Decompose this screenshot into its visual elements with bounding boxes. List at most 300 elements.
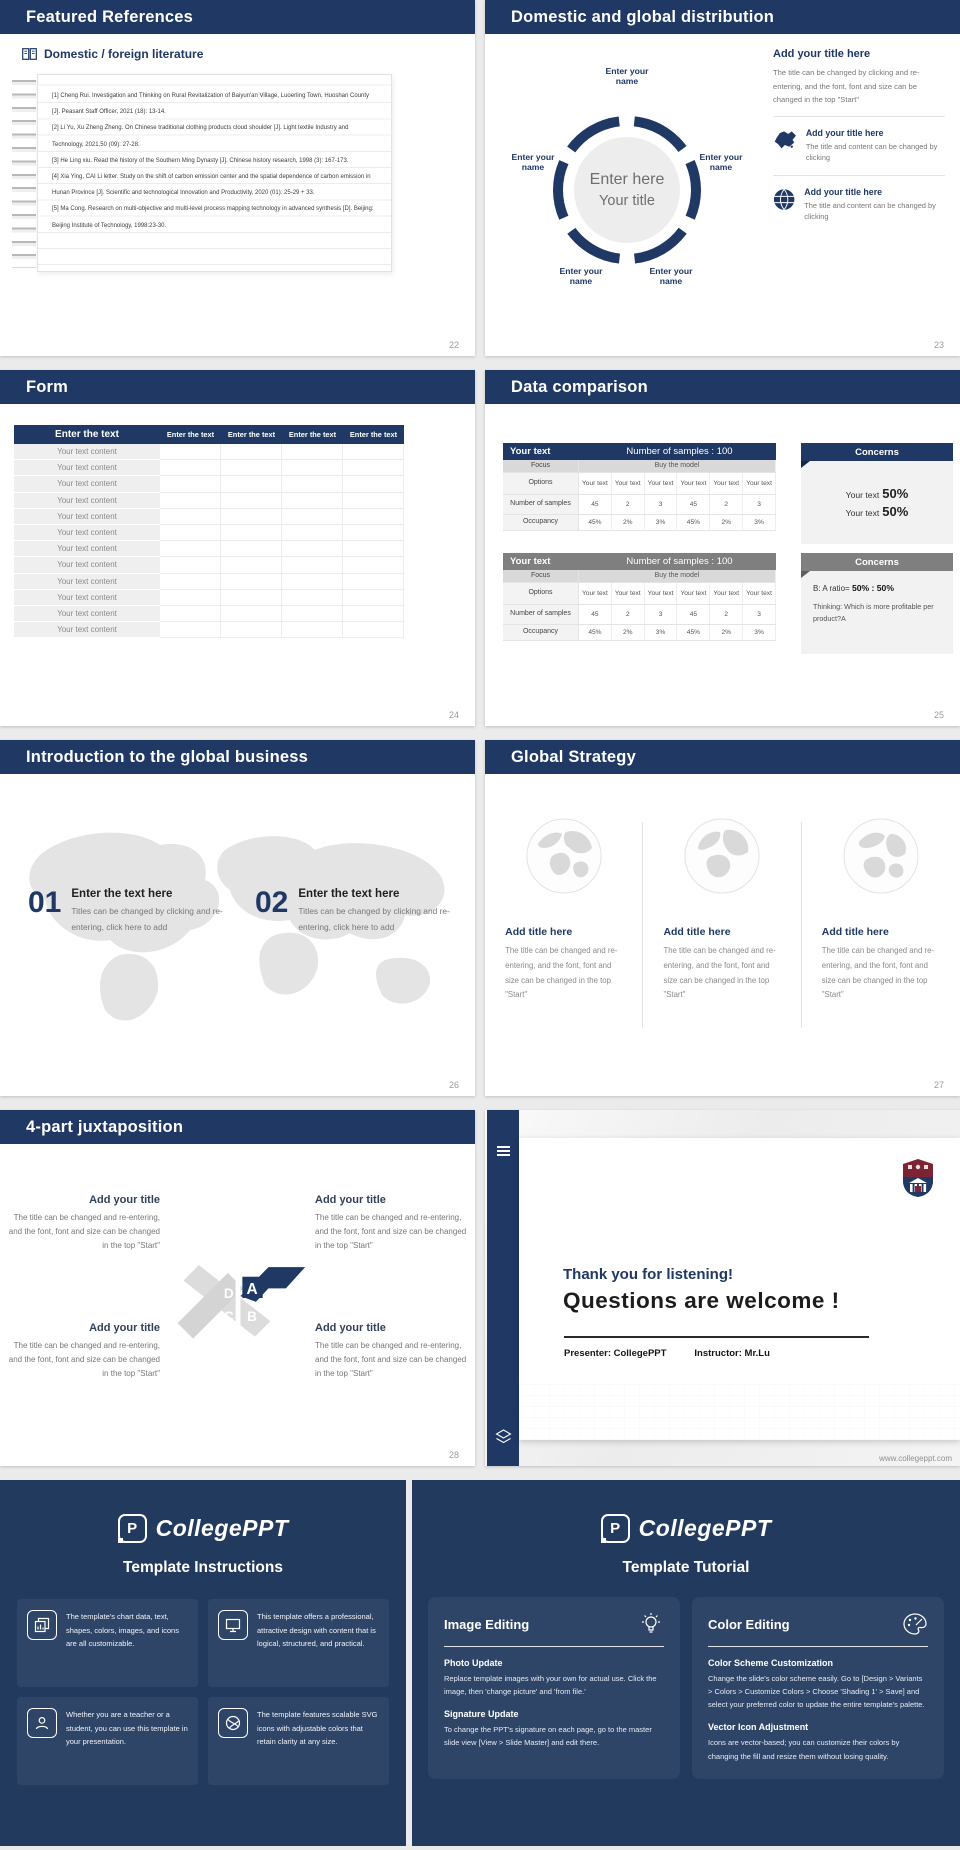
slide-header-bar	[0, 370, 475, 404]
concern-value: 50%	[882, 486, 909, 501]
form-header-cell: Enter the text	[288, 430, 337, 439]
table-row	[14, 444, 404, 460]
empty-cell	[343, 590, 404, 606]
empty-cell	[282, 590, 343, 606]
row-label: Your text content	[14, 622, 160, 638]
concerns-box-2	[801, 553, 953, 654]
cell: Your text	[612, 583, 645, 604]
empty-cell	[343, 444, 404, 460]
header-left: Your text	[510, 556, 551, 567]
data-table-1	[503, 443, 776, 531]
concerns-box-1	[801, 443, 953, 544]
form-header-cell: Enter the text	[55, 429, 119, 440]
row-label: Your text content	[14, 574, 160, 590]
strategy-column	[643, 774, 801, 1096]
card-header	[444, 1611, 664, 1637]
section-heading: Photo Update	[444, 1658, 503, 1668]
slide-22-featured-references[interactable]	[0, 0, 475, 356]
table-row	[14, 590, 404, 606]
item-title: Enter the text here	[71, 888, 173, 900]
center-line2: Your title	[599, 193, 655, 209]
cell: Your text	[579, 473, 612, 494]
strategy-column	[802, 774, 960, 1096]
reference-entry: [3] He Ling xiu. Read the history of the Southern Ming Dynasty [J]. Chinese history research, 1998 (3): 167-173.	[52, 157, 349, 164]
logo-p-icon: P	[118, 1514, 147, 1543]
item-number: 02	[255, 886, 289, 919]
page-number: 26	[448, 1080, 459, 1090]
reference-entry: [1] Cheng Rui. Investigation and Thinking on Rural Revitalization of Baiyun'an Village, Luoerling Town, Huoshan County [J]. Peasant Staff Officer, 2021 (18): 13-14.	[52, 93, 370, 116]
empty-cell	[160, 509, 221, 525]
cell: 45	[579, 605, 612, 624]
abcd-ribbon-graphic	[166, 1248, 311, 1348]
table-row	[14, 493, 404, 509]
table-row	[503, 473, 776, 495]
palette-icon	[902, 1611, 928, 1637]
cell: 45%	[579, 515, 612, 530]
slide-24-form[interactable]	[0, 370, 475, 726]
cell: Your text	[677, 583, 710, 604]
ratio-value: 50% : 50%	[851, 583, 894, 593]
numbered-item-1	[28, 888, 239, 935]
form-header-cell: Enter the text	[227, 430, 276, 439]
form-table-header	[14, 425, 404, 444]
reference-entry: [2] Li Yu, Xu Zheng Zheng. On Chinese traditional clothing products cloud shoulder [J]. Light textile Industry and Technology, 2021,50 (09): 27-28.	[52, 125, 349, 148]
section-heading: Color Scheme Customization	[708, 1658, 834, 1668]
empty-cell	[343, 493, 404, 509]
page-number: 27	[933, 1080, 944, 1090]
section-heading: Signature Update	[444, 1709, 519, 1720]
cell: 2	[612, 605, 645, 624]
instruction-item	[17, 1697, 198, 1785]
cell: 2%	[612, 625, 645, 640]
reference-entry: [5] Ma Cong. Research on multi-objective and multi-level process mapping technology in advanced synthesis [D]. Beijing: Beijing Institute of Technology, 1998:23-30.	[52, 206, 374, 229]
cell: 45%	[677, 625, 710, 640]
empty-cell	[221, 557, 282, 573]
numbered-item-2	[255, 888, 466, 935]
cell: 3	[645, 495, 678, 514]
item-title: Enter the text here	[298, 888, 400, 900]
empty-cell	[221, 606, 282, 622]
column-text	[822, 926, 940, 1003]
table-row	[14, 476, 404, 492]
letter-c: C	[223, 1309, 234, 1325]
empty-cell	[343, 476, 404, 492]
item-body: Titles can be changed by clicking and re-entering, click here to add	[298, 906, 450, 932]
form-table	[14, 425, 404, 638]
column-text	[663, 926, 781, 1003]
header-right: Number of samples : 100	[626, 446, 733, 457]
table-header	[503, 443, 776, 460]
literature-heading	[22, 47, 203, 61]
table-row	[503, 495, 776, 515]
column-body: The title can be changed and re-entering, and the font, font and size can be changed in the top "Start"	[821, 946, 934, 1000]
list-item	[773, 185, 945, 225]
tutorial-cards	[428, 1597, 944, 1779]
diagram-node-label: Enter your name	[559, 266, 603, 287]
cell: 3	[743, 495, 776, 514]
instruction-item	[17, 1599, 198, 1687]
table-row	[14, 460, 404, 476]
cell: 2%	[710, 515, 743, 530]
page-number: 23	[933, 340, 944, 350]
cell: 45	[677, 495, 710, 514]
table-row	[503, 605, 776, 625]
empty-cell	[282, 460, 343, 476]
cell: 3	[645, 605, 678, 624]
divider	[773, 116, 945, 117]
cell: 3%	[743, 515, 776, 530]
empty-cell	[282, 541, 343, 557]
section-body: Icons are vector-based; you can customize their colors by changing the fill and resize them without losing quality.	[708, 1738, 900, 1761]
empty-cell	[343, 509, 404, 525]
bulb-icon	[638, 1611, 664, 1637]
empty-cell	[282, 509, 343, 525]
row-label: Your text content	[14, 525, 160, 541]
slide-25-data-comparison[interactable]	[485, 370, 960, 726]
empty-cell	[343, 525, 404, 541]
empty-cell	[160, 444, 221, 460]
empty-cell	[160, 460, 221, 476]
divider	[708, 1646, 928, 1647]
thanks-line: Thank you for listening!	[563, 1266, 734, 1283]
cell: Your text	[677, 473, 710, 494]
empty-cell	[282, 574, 343, 590]
concern-line	[846, 504, 909, 519]
card-title: Color Editing	[708, 1616, 790, 1632]
block-title: Add your title	[89, 1194, 160, 1206]
empty-cell	[221, 509, 282, 525]
presenter-label: Presenter: CollegePPT	[564, 1348, 667, 1359]
empty-cell	[282, 476, 343, 492]
section-heading: Vector Icon Adjustment	[708, 1722, 809, 1733]
brand-name: CollegePPT	[155, 1515, 289, 1541]
slide-header-bar	[485, 0, 960, 34]
page-number: 25	[933, 710, 944, 720]
brand-logo	[0, 1480, 406, 1543]
strategy-column	[485, 774, 643, 1096]
row-label: Your text content	[14, 590, 160, 606]
block-body: The title can be changed and re-entering, and the font, font and size can be changed in the top "Start"	[8, 1341, 160, 1378]
instruction-text: This template offers a professional, attractive design with content that is logical, structured, and practical.	[257, 1612, 376, 1648]
concerns-body	[801, 461, 953, 544]
tutorial-card-image-editing	[428, 1597, 680, 1779]
page-number: 22	[448, 340, 459, 350]
row-label: Number of samples	[503, 495, 579, 514]
form-header-cell: Enter the text	[166, 430, 215, 439]
item-body: The title and content can be changed by clicking	[805, 141, 938, 163]
empty-cell	[282, 606, 343, 622]
menu-icon	[497, 1146, 510, 1159]
diagram-node-label: Enter your name	[605, 66, 649, 87]
row-label: Options	[503, 473, 579, 494]
column-title: Add title here	[505, 926, 573, 938]
card-title: Image Editing	[444, 1616, 530, 1632]
sidebar-strip	[487, 1110, 519, 1466]
empty-cell	[160, 574, 221, 590]
concern-value: 50%	[882, 504, 909, 519]
strategy-columns	[485, 774, 960, 1096]
table-header	[503, 553, 776, 570]
slide-header-bar	[0, 740, 475, 774]
empty-cell	[282, 622, 343, 638]
diagram-node-label: Enter your name	[511, 152, 555, 173]
data-table-2	[503, 553, 776, 641]
item-number: 01	[28, 886, 62, 919]
empty-cell	[343, 557, 404, 573]
chart-copy-icon	[27, 1610, 57, 1640]
column-title: Add title here	[663, 926, 731, 938]
table-row	[14, 525, 404, 541]
block-title: Add your title	[89, 1322, 160, 1334]
person-icon	[27, 1708, 57, 1738]
header-left: Your text	[510, 446, 551, 457]
panel-heading: Template Tutorial	[622, 1559, 750, 1576]
list-item	[773, 126, 945, 166]
text-block-top-right	[315, 1194, 467, 1253]
slide-title: Domestic and global distribution	[511, 7, 775, 26]
concerns-header: Concerns	[801, 553, 953, 571]
cell: 3	[743, 605, 776, 624]
section-body: The title can be changed by clicking and re-entering, and the font, font and size can be changed in the top "Start"	[773, 68, 920, 105]
table-row	[503, 570, 776, 583]
instruction-text: The template's chart data, text, shapes, colors, images, and icons are all customizable.	[66, 1612, 179, 1648]
cell: 2%	[612, 515, 645, 530]
table-row	[503, 583, 776, 605]
university-crest-icon	[902, 1158, 934, 1198]
template-tutorial-panel	[412, 1480, 960, 1846]
empty-cell	[160, 476, 221, 492]
concern-label: Your text	[845, 508, 880, 518]
text-block-top-left	[8, 1194, 160, 1253]
empty-cell	[160, 541, 221, 557]
cell: Your text	[612, 473, 645, 494]
letter-a: A	[246, 1281, 258, 1299]
slide-27-global-strategy[interactable]	[485, 740, 960, 1096]
table-row	[14, 509, 404, 525]
right-text-column	[773, 48, 945, 225]
cell: Your text	[743, 583, 776, 604]
letter-d: D	[223, 1286, 234, 1301]
row-label: Your text content	[14, 606, 160, 622]
concern-label: Your text	[845, 490, 880, 500]
item-title: Add your title here	[805, 127, 884, 138]
cell: 2	[710, 605, 743, 624]
header-right: Number of samples : 100	[626, 556, 733, 567]
empty-cell	[343, 622, 404, 638]
slide-title: Global Strategy	[511, 747, 636, 766]
table-row	[503, 625, 776, 641]
slide-header-bar	[485, 370, 960, 404]
empty-cell	[343, 574, 404, 590]
panel-heading: Template Instructions	[123, 1559, 283, 1576]
form-header-cell: Enter the text	[349, 430, 398, 439]
empty-cell	[221, 574, 282, 590]
instructor-label: Instructor: Mr.Lu	[694, 1348, 770, 1359]
ratio-label: B: A ratio=	[813, 584, 850, 593]
literature-heading-label: Domestic / foreign literature	[44, 47, 204, 61]
instruction-item	[208, 1697, 389, 1785]
empty-cell	[221, 525, 282, 541]
block-body: The title can be changed and re-entering, and the font, font and size can be changed in the top "Start"	[315, 1213, 467, 1250]
globe-icon	[773, 187, 795, 212]
spiral-binding	[12, 80, 36, 268]
divider	[773, 175, 945, 176]
block-body: The title can be changed and re-entering, and the font, font and size can be changed in the top "Start"	[315, 1341, 467, 1378]
slide-header-bar	[0, 1110, 475, 1144]
instruction-items	[17, 1599, 389, 1785]
table-row	[503, 460, 776, 473]
ratio-line	[813, 583, 943, 593]
cell: Your text	[710, 473, 743, 494]
row-label: Options	[503, 583, 579, 604]
svg-scalable-icon	[218, 1708, 248, 1738]
row-value: Buy the model	[579, 570, 776, 582]
column-text	[505, 926, 623, 1003]
empty-cell	[160, 525, 221, 541]
table-row	[14, 622, 404, 638]
item-title: Add your title here	[804, 186, 883, 197]
cell: 3%	[743, 625, 776, 640]
section-body: Replace template images with your own for actual use. Click the image, then 'change picture' and 'from file.'	[444, 1674, 657, 1697]
cell: 45	[579, 495, 612, 514]
presenter-row	[564, 1348, 770, 1359]
row-label: Focus	[503, 570, 579, 582]
monitor-icon	[218, 1610, 248, 1640]
cell: Your text	[579, 583, 612, 604]
page-number: 28	[448, 1450, 459, 1460]
row-value: Buy the model	[579, 460, 776, 472]
empty-cell	[282, 525, 343, 541]
empty-cell	[221, 444, 282, 460]
block-body: The title can be changed and re-entering, and the font, font and size can be changed in the top "Start"	[8, 1213, 160, 1250]
section-body: To change the PPT's signature on each page, go to the master slide view [View > Slide Master] and edit there.	[444, 1725, 652, 1748]
text-block-bottom-left	[8, 1322, 160, 1381]
empty-cell	[282, 493, 343, 509]
section-body: Change the slide's color scheme easily. Go to [Design > Variants > Colors > Customize Colors > Choose 'Shading 1' > Save] and select your preferred color to update the entire template's palette.	[708, 1674, 925, 1710]
globe-icon	[843, 818, 919, 894]
slide-title: Introduction to the global business	[26, 747, 308, 766]
concerns-header: Concerns	[801, 443, 953, 461]
cell: 2	[710, 495, 743, 514]
column-body: The title can be changed and re-entering, and the font, font and size can be changed in the top "Start"	[505, 946, 618, 1000]
row-label: Your text content	[14, 460, 160, 476]
table-row	[14, 541, 404, 557]
cell: Your text	[710, 583, 743, 604]
section-title: Add your title here	[773, 48, 871, 60]
slide-header-bar	[0, 0, 475, 34]
row-label: Number of samples	[503, 605, 579, 624]
instruction-text: The template features scalable SVG icons with adjustable colors that retain clarity at any size.	[257, 1710, 378, 1746]
concern-line	[846, 486, 909, 501]
slide-title: Featured References	[26, 7, 194, 26]
concerns-body	[801, 571, 953, 654]
table-row	[14, 557, 404, 573]
instruction-text: Whether you are a teacher or a student, you can use this template in your presentation.	[66, 1710, 188, 1746]
tutorial-card-color-editing	[692, 1597, 944, 1779]
row-label: Your text content	[14, 541, 160, 557]
empty-cell	[160, 622, 221, 638]
slide-26-global-business-intro[interactable]	[0, 740, 475, 1096]
text-block-bottom-right	[315, 1322, 467, 1381]
slide-header-bar	[485, 740, 960, 774]
logo-p-icon: P	[601, 1514, 630, 1543]
cell: 45%	[677, 515, 710, 530]
slide-title: Form	[26, 377, 69, 396]
globe-icon	[526, 818, 602, 894]
layers-icon	[495, 1429, 512, 1444]
website-url: www.collegeppt.com	[879, 1454, 952, 1463]
column-title: Add title here	[821, 926, 889, 938]
cell: 45	[677, 605, 710, 624]
block-title: Add your title	[315, 1322, 386, 1334]
empty-cell	[282, 557, 343, 573]
cell: 45%	[579, 625, 612, 640]
row-label: Your text content	[14, 476, 160, 492]
empty-cell	[343, 606, 404, 622]
cell: Your text	[645, 583, 678, 604]
cell: 3%	[645, 515, 678, 530]
concern-note: Thinking: Which is more profitable per product?A	[813, 602, 934, 623]
slide-28-four-part-juxtaposition[interactable]	[0, 1110, 475, 1466]
empty-cell	[221, 590, 282, 606]
underline-rule	[564, 1336, 869, 1338]
diagram-center	[545, 125, 709, 255]
cell: Your text	[743, 473, 776, 494]
questions-line: Questions are welcome !	[563, 1288, 840, 1313]
empty-cell	[221, 541, 282, 557]
empty-cell	[160, 606, 221, 622]
table-row	[503, 515, 776, 531]
row-label: Your text content	[14, 509, 160, 525]
slide-23-domestic-global-distribution[interactable]	[485, 0, 960, 356]
empty-cell	[160, 493, 221, 509]
row-label: Your text content	[14, 557, 160, 573]
empty-cell	[160, 590, 221, 606]
china-map-icon	[773, 128, 797, 151]
table-row	[14, 574, 404, 590]
row-label: Occupancy	[503, 625, 579, 640]
row-label: Focus	[503, 460, 579, 472]
template-instructions-panel	[0, 1480, 406, 1846]
empty-cell	[221, 476, 282, 492]
row-label: Your text content	[14, 493, 160, 509]
cell: Your text	[645, 473, 678, 494]
diagram-node-label: Enter your name	[699, 152, 743, 173]
reference-entry: [4] Xia Ying, CAI Li letter. Study on the shift of carbon emission center and the spatial dependence of carbon emission in Hunan Province [J]. Scientific and technological Innovation and Productivity, 2020 (01): 25-29 + 33.	[52, 174, 371, 197]
card-header	[708, 1611, 928, 1637]
cell: 2%	[710, 625, 743, 640]
empty-cell	[221, 622, 282, 638]
page-number: 24	[448, 710, 459, 720]
empty-cell	[343, 460, 404, 476]
empty-cell	[343, 541, 404, 557]
column-body: The title can be changed and re-entering, and the font, font and size can be changed in the top "Start"	[663, 946, 776, 1000]
slide-title: Data comparison	[511, 377, 648, 396]
letter-b: B	[247, 1309, 257, 1325]
row-label: Your text content	[14, 444, 160, 460]
brand-name: CollegePPT	[638, 1515, 772, 1541]
globe-icon	[684, 818, 760, 894]
item-body: The title and content can be changed by clicking	[804, 200, 936, 222]
slide-29-thank-you[interactable]	[485, 1110, 960, 1466]
item-body: Titles can be changed by clicking and re-entering, click here to add	[71, 906, 223, 932]
table-row	[14, 606, 404, 622]
empty-cell	[160, 557, 221, 573]
empty-cell	[221, 460, 282, 476]
cell: 2	[612, 495, 645, 514]
thank-you-content-panel	[519, 1138, 960, 1440]
circular-diagram	[495, 40, 755, 320]
